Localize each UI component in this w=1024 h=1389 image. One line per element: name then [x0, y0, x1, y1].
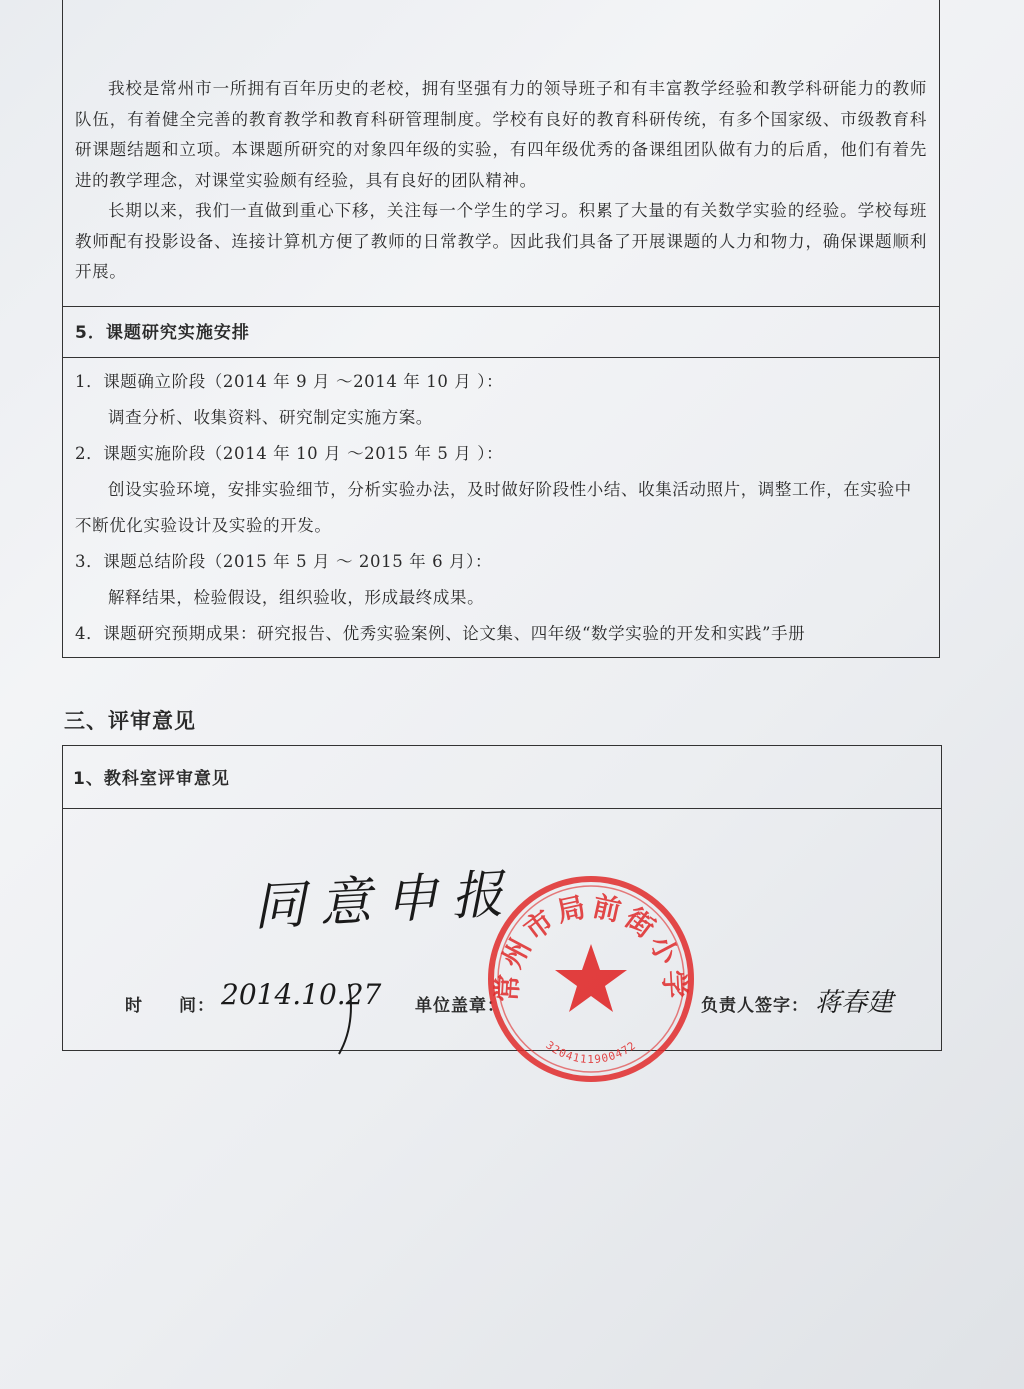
stage-2-detail: 创设实验环境，安排实验细节，分析实验办法，及时做好阶段性小结、收集活动照片，调整工作，在实验中不断优化实验设计及实验的开发。 [75, 480, 912, 535]
time-value: 2014.10.27 [221, 978, 382, 1011]
row-divider [63, 808, 941, 809]
signer-signature: 蒋春建 [815, 988, 894, 1018]
row-divider [63, 306, 939, 307]
intro-paragraph-1: 我校是常州市一所拥有百年历史的老校，拥有坚强有力的领导班子和有丰富教学经验和教学科研能力的教师队伍，有着健全完善的教育教学和教育科研管理制度。学校有良好的教育科研传统，有多个国家级、市级教育科研课题结题和立项。本课题所研究的对象四年级的实验，有四年级优秀的备课组团队做有力的后盾，他们有着先进的教学理念，对课堂实验颇有经验，具有良好的团队精神。 [75, 79, 927, 190]
time-label: 时 间： [125, 996, 215, 1016]
intro-paragraph-2: 长期以来，我们一直做到重心下移，关注每一个学生的学习。积累了大量的有关数学实验的经验。学校每班教师配有投影设备、连接计算机方便了教师的日常教学。因此我们具备了开展课题的人力和物力，确保课题顺利开展。 [75, 201, 927, 281]
seal-text: 常州市局前街小学 [490, 889, 692, 1003]
stage-1: 1．课题确立阶段（2014 年 9 月 ～2014 年 10 月 ）： [75, 372, 504, 391]
official-seal [484, 872, 698, 1086]
stage-2: 2．课题实施阶段（2014 年 10 月 ～2015 年 5 月 ）： [75, 444, 504, 463]
pen-stroke [331, 978, 361, 1058]
section-3-title: 三、评审意见 [64, 709, 196, 733]
seal-code: 3204111900472 [543, 1038, 639, 1067]
row-divider [63, 357, 939, 358]
section-5-title: 5．课题研究实施安排 [75, 323, 250, 343]
signer-label: 负责人签字： [701, 996, 809, 1016]
plan-table [62, 0, 940, 658]
intro-text [75, 74, 927, 288]
stage-3-detail: 解释结果，检验假设，组织验收，形成最终成果。 [108, 588, 485, 607]
stage-4: 4．课题研究预期成果：研究报告、优秀实验案例、论文集、四年级“数学实验的开发和实践”手册 [75, 624, 806, 643]
handwritten-opinion: 同意申报 [251, 864, 519, 938]
stage-3: 3．课题总结阶段（2015 年 5 月 ～ 2015 年 6 月）： [75, 552, 493, 571]
seal-label: 单位盖章： [415, 996, 505, 1016]
implementation-plan [75, 364, 927, 652]
stage-1-detail: 调查分析、收集资料、研究制定实施方案。 [108, 408, 433, 427]
review-heading: 1、教科室评审意见 [73, 769, 230, 789]
